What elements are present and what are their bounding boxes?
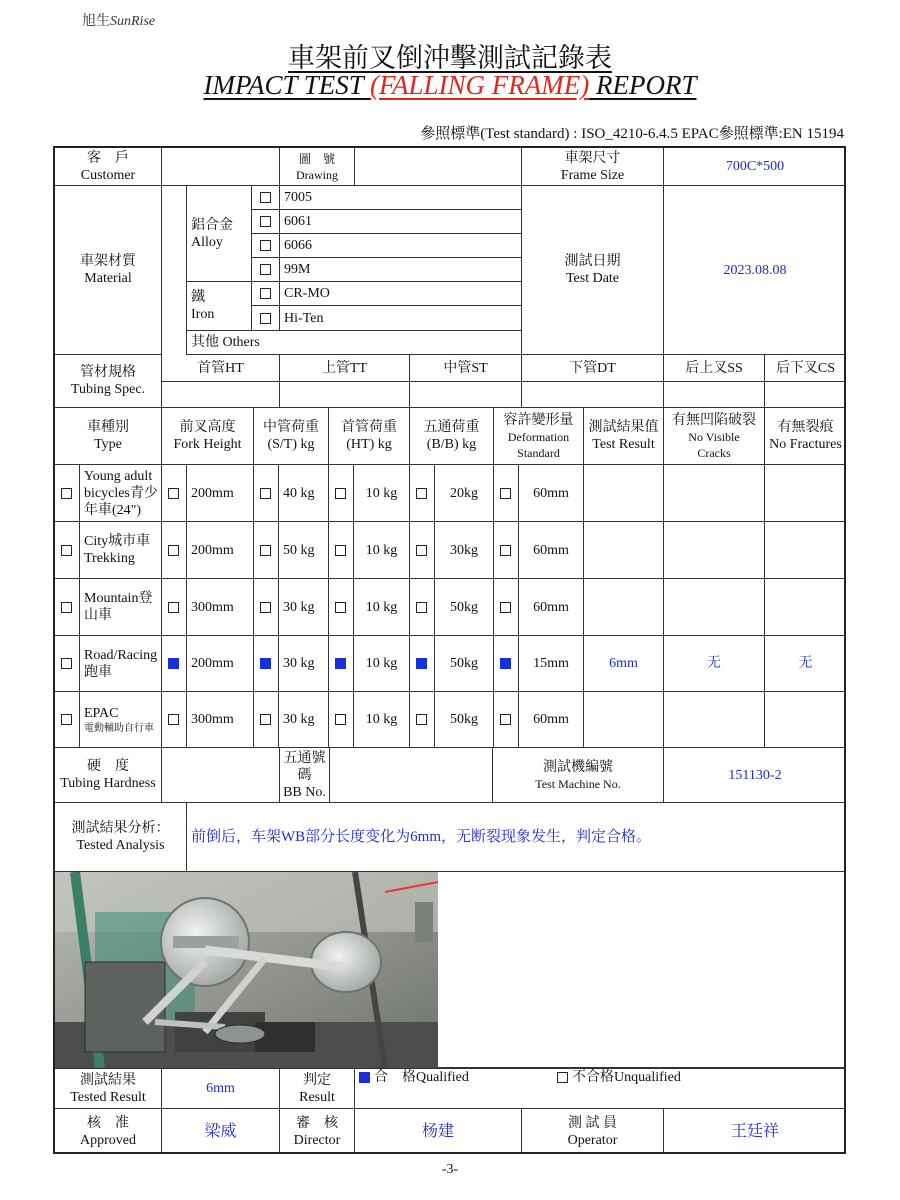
st-load: 30 kg: [279, 636, 329, 692]
st-load: 50 kg: [279, 522, 329, 579]
fork-checkbox[interactable]: [168, 714, 179, 725]
bb-checkbox[interactable]: [416, 714, 427, 725]
deformation: 15mm: [519, 636, 584, 692]
st-checkbox-cell: [254, 579, 279, 636]
test-result-header: 測試結果值 Test Result: [584, 408, 664, 465]
judge-label: 判定 Result: [280, 1068, 355, 1109]
checkbox-6066[interactable]: [260, 240, 271, 251]
bb-checkbox-checked[interactable]: [416, 658, 427, 669]
st-load-header: 中管荷重 (S/T) kg: [254, 408, 329, 465]
fork-height: 200mm: [187, 522, 254, 579]
st-load: 30 kg: [279, 579, 329, 636]
fork-height-header: 前叉高度 Fork Height: [162, 408, 254, 465]
ht-load: 10 kg: [354, 522, 410, 579]
fractures[interactable]: [765, 579, 846, 636]
type-checkbox[interactable]: [61, 488, 72, 499]
cracks[interactable]: [664, 579, 765, 636]
fractures[interactable]: [765, 522, 846, 579]
hardness-label: 硬 度 Tubing Hardness: [55, 748, 162, 803]
st-load: 30 kg: [279, 692, 329, 748]
fork-checkbox[interactable]: [168, 545, 179, 556]
fork-checkbox-cell: [162, 692, 187, 748]
cracks[interactable]: [664, 465, 765, 522]
type-name: City城市車 Trekking: [80, 522, 162, 579]
type-checkbox[interactable]: [61, 545, 72, 556]
operator-label: 測 試 員 Operator: [522, 1109, 664, 1154]
tubing-spec-label: 管材規格 Tubing Spec.: [55, 355, 162, 408]
ht-load-header: 首管荷重 (HT) kg: [329, 408, 410, 465]
st-checkbox[interactable]: [260, 602, 271, 613]
material-checkbox-cell: [252, 306, 280, 331]
qualified-checkbox-checked[interactable]: [359, 1072, 370, 1083]
ht-load: 10 kg: [354, 465, 410, 522]
tested-result-value[interactable]: 6mm: [162, 1068, 280, 1109]
fork-height: 300mm: [187, 692, 254, 748]
bb-checkbox[interactable]: [416, 488, 427, 499]
deformation: 60mm: [519, 522, 584, 579]
def-checkbox[interactable]: [500, 488, 511, 499]
alloy-label: 鋁合金 Alloy: [187, 186, 252, 282]
test-result[interactable]: [584, 522, 664, 579]
def-checkbox-checked[interactable]: [500, 658, 511, 669]
bb-checkbox-cell: [410, 636, 435, 692]
test-date-value[interactable]: 2023.08.08: [664, 186, 846, 355]
cracks[interactable]: [664, 692, 765, 748]
tubing-value-cs[interactable]: [765, 382, 846, 408]
others-label: 其他 Others: [187, 331, 522, 355]
ht-checkbox[interactable]: [335, 602, 346, 613]
material-checkbox-cell: [252, 258, 280, 282]
checkbox-hi-ten[interactable]: [260, 313, 271, 324]
drawing-label: 圖 號 Drawing: [280, 148, 355, 186]
analysis-label: 測試結果分析： Tested Analysis: [55, 803, 187, 872]
fork-height: 200mm: [187, 465, 254, 522]
page-number: -3-: [441, 1162, 459, 1177]
ht-checkbox-cell: [329, 579, 354, 636]
row-checkbox-cell: [55, 579, 80, 636]
brand-logo: 旭生SunRise: [82, 14, 156, 29]
material-option: Hi-Ten: [280, 306, 522, 331]
tubing-col-cs: 后下叉CS: [765, 355, 846, 382]
test-machine-value[interactable]: 151130-2: [664, 748, 846, 803]
test-date-label: 測試日期 Test Date: [522, 186, 664, 355]
def-checkbox[interactable]: [500, 545, 511, 556]
def-checkbox[interactable]: [500, 602, 511, 613]
st-checkbox-cell: [254, 692, 279, 748]
cracks-header: 有無凹陷破裂 No Visible Cracks: [664, 408, 765, 465]
type-checkbox[interactable]: [61, 714, 72, 725]
row-checkbox-cell: [55, 522, 80, 579]
deformation: 60mm: [519, 465, 584, 522]
material-checkbox-cell: [252, 210, 280, 234]
bb-checkbox-cell: [410, 465, 435, 522]
ht-load: 10 kg: [354, 692, 410, 748]
bb-checkbox[interactable]: [416, 602, 427, 613]
fractures[interactable]: [765, 465, 846, 522]
type-name: Mountain登山車: [80, 579, 162, 636]
type-header: 車種別 Type: [55, 408, 162, 465]
customer-label: 客 戶 Customer: [55, 148, 162, 186]
page-title-en: IMPACT TEST (FALLING FRAME) REPORT: [203, 70, 697, 100]
approved-label: 核 准 Approved: [55, 1109, 162, 1154]
st-checkbox[interactable]: [260, 714, 271, 725]
analysis-text[interactable]: 前倒后，车架WB部分长度变化为6mm，无断裂现象发生，判定合格。: [187, 803, 846, 872]
material-spacer: [162, 186, 187, 355]
operator-name[interactable]: 王廷祥: [730, 1123, 779, 1140]
judge-options: [355, 1068, 846, 1109]
ht-checkbox-cell: [329, 636, 354, 692]
ht-checkbox[interactable]: [335, 714, 346, 725]
test-result[interactable]: [584, 579, 664, 636]
frame-size-label: 車架尺寸 Frame Size: [522, 148, 664, 186]
bb-checkbox[interactable]: [416, 545, 427, 556]
bb-load: 20kg: [435, 465, 494, 522]
deformation-header: 容許變形量 Deformation Standard: [494, 408, 584, 465]
bb-load: 50kg: [435, 579, 494, 636]
report-form: [53, 146, 846, 1154]
checkbox-cr-mo[interactable]: [260, 288, 271, 299]
hardness-value[interactable]: [162, 748, 280, 803]
fork-checkbox-cell: [162, 522, 187, 579]
unqualified-option[interactable]: 不合格Unqualified: [557, 1069, 681, 1086]
ht-checkbox-cell: [329, 522, 354, 579]
test-photo: [55, 872, 438, 1068]
bb-load: 30kg: [435, 522, 494, 579]
test-result[interactable]: [584, 465, 664, 522]
photo-blank-area: [438, 872, 846, 1068]
tubing-col-tt: 上管TT: [280, 355, 410, 382]
st-checkbox-cell: [254, 522, 279, 579]
ht-load: 10 kg: [354, 579, 410, 636]
type-checkbox[interactable]: [61, 602, 72, 613]
st-checkbox-checked[interactable]: [260, 658, 271, 669]
bb-checkbox-cell: [410, 579, 435, 636]
fork-checkbox-checked[interactable]: [168, 658, 179, 669]
tubing-col-ss: 后上叉SS: [664, 355, 765, 382]
deformation: 60mm: [519, 692, 584, 748]
def-checkbox-cell: [494, 636, 519, 692]
cracks[interactable]: 无: [664, 636, 765, 692]
row-checkbox-cell: [55, 636, 80, 692]
fork-checkbox[interactable]: [168, 602, 179, 613]
type-name: EPAC 電動輔助自行車: [80, 692, 162, 748]
material-option: 99M: [280, 258, 522, 282]
tubing-col-st: 中管ST: [410, 355, 522, 382]
frame-size-value[interactable]: 700C*500: [664, 148, 846, 186]
material-checkbox-cell: [252, 282, 280, 306]
material-checkbox-cell: [252, 186, 280, 210]
st-checkbox-cell: [254, 636, 279, 692]
tested-result-label: 測試結果 Tested Result: [55, 1068, 162, 1109]
type-checkbox[interactable]: [61, 658, 72, 669]
director-label: 審 核 Director: [280, 1109, 355, 1154]
bb-checkbox-cell: [410, 522, 435, 579]
fork-checkbox-cell: [162, 465, 187, 522]
fork-checkbox-cell: [162, 579, 187, 636]
bb-no-value[interactable]: [330, 748, 493, 803]
bb-no-label: 五通號碼 BB No.: [280, 748, 330, 803]
st-checkbox[interactable]: [260, 488, 271, 499]
fractures-header: 有無裂痕 No Fractures: [765, 408, 846, 465]
ht-checkbox[interactable]: [335, 545, 346, 556]
type-name: Road/Racing跑車: [80, 636, 162, 692]
tubing-value-ht[interactable]: [162, 382, 280, 408]
deformation: 60mm: [519, 579, 584, 636]
row-checkbox-cell: [55, 692, 80, 748]
fractures[interactable]: [765, 692, 846, 748]
ht-checkbox-checked[interactable]: [335, 658, 346, 669]
fractures[interactable]: 无: [765, 636, 846, 692]
falling-frame-rig-image: [55, 872, 438, 1068]
def-checkbox[interactable]: [500, 714, 511, 725]
bb-load: 50kg: [435, 636, 494, 692]
test-machine-label: 測試機編號 Test Machine No.: [493, 748, 664, 803]
checkbox-99m[interactable]: [260, 264, 271, 275]
drawing-value[interactable]: [355, 148, 522, 186]
unqualified-checkbox[interactable]: [557, 1072, 568, 1083]
fork-height: 200mm: [187, 636, 254, 692]
material-option: 7005: [280, 186, 522, 210]
ht-checkbox[interactable]: [335, 488, 346, 499]
ht-load: 10 kg: [354, 636, 410, 692]
tubing-value-st[interactable]: [410, 382, 522, 408]
tubing-value-ss[interactable]: [664, 382, 765, 408]
fork-height: 300mm: [187, 579, 254, 636]
bb-load: 50kg: [435, 692, 494, 748]
row-checkbox-cell: [55, 465, 80, 522]
tubing-col-ht: 首管HT: [162, 355, 280, 382]
material-option: 6066: [280, 234, 522, 258]
cracks[interactable]: [664, 522, 765, 579]
fork-checkbox[interactable]: [168, 488, 179, 499]
ht-checkbox-cell: [329, 692, 354, 748]
checkbox-7005[interactable]: [260, 192, 271, 203]
def-checkbox-cell: [494, 692, 519, 748]
def-checkbox-cell: [494, 465, 519, 522]
test-standard: 參照標準(Test standard) : ISO_4210-6.4.5 EPAC參照標準:EN 15194: [420, 126, 844, 142]
tubing-value-dt[interactable]: [522, 382, 664, 408]
def-checkbox-cell: [494, 579, 519, 636]
ht-checkbox-cell: [329, 465, 354, 522]
qualified-option[interactable]: 合 格Qualified: [359, 1069, 557, 1086]
st-checkbox[interactable]: [260, 545, 271, 556]
material-checkbox-cell: [252, 234, 280, 258]
bb-checkbox-cell: [410, 692, 435, 748]
material-option: CR-MO: [280, 282, 522, 306]
approved-name[interactable]: 梁威: [162, 1109, 280, 1154]
checkbox-6061[interactable]: [260, 216, 271, 227]
tubing-value-tt[interactable]: [280, 382, 410, 408]
type-name: Young adult bicycles青少年車(24"): [80, 465, 162, 522]
st-checkbox-cell: [254, 465, 279, 522]
material-label: 車架材質 Material: [55, 186, 162, 355]
def-checkbox-cell: [494, 522, 519, 579]
st-load: 40 kg: [279, 465, 329, 522]
bb-load-header: 五通荷重 (B/B) kg: [410, 408, 494, 465]
test-result[interactable]: 6mm: [584, 636, 664, 692]
page-title-cn: 車架前叉倒沖擊測試記錄表: [288, 43, 612, 73]
director-name[interactable]: 杨建: [355, 1109, 522, 1154]
fork-checkbox-cell: [162, 636, 187, 692]
test-result[interactable]: [584, 692, 664, 748]
customer-value[interactable]: [162, 148, 280, 186]
material-option: 6061: [280, 210, 522, 234]
tubing-col-dt: 下管DT: [522, 355, 664, 382]
iron-label: 鐵 Iron: [187, 282, 252, 331]
